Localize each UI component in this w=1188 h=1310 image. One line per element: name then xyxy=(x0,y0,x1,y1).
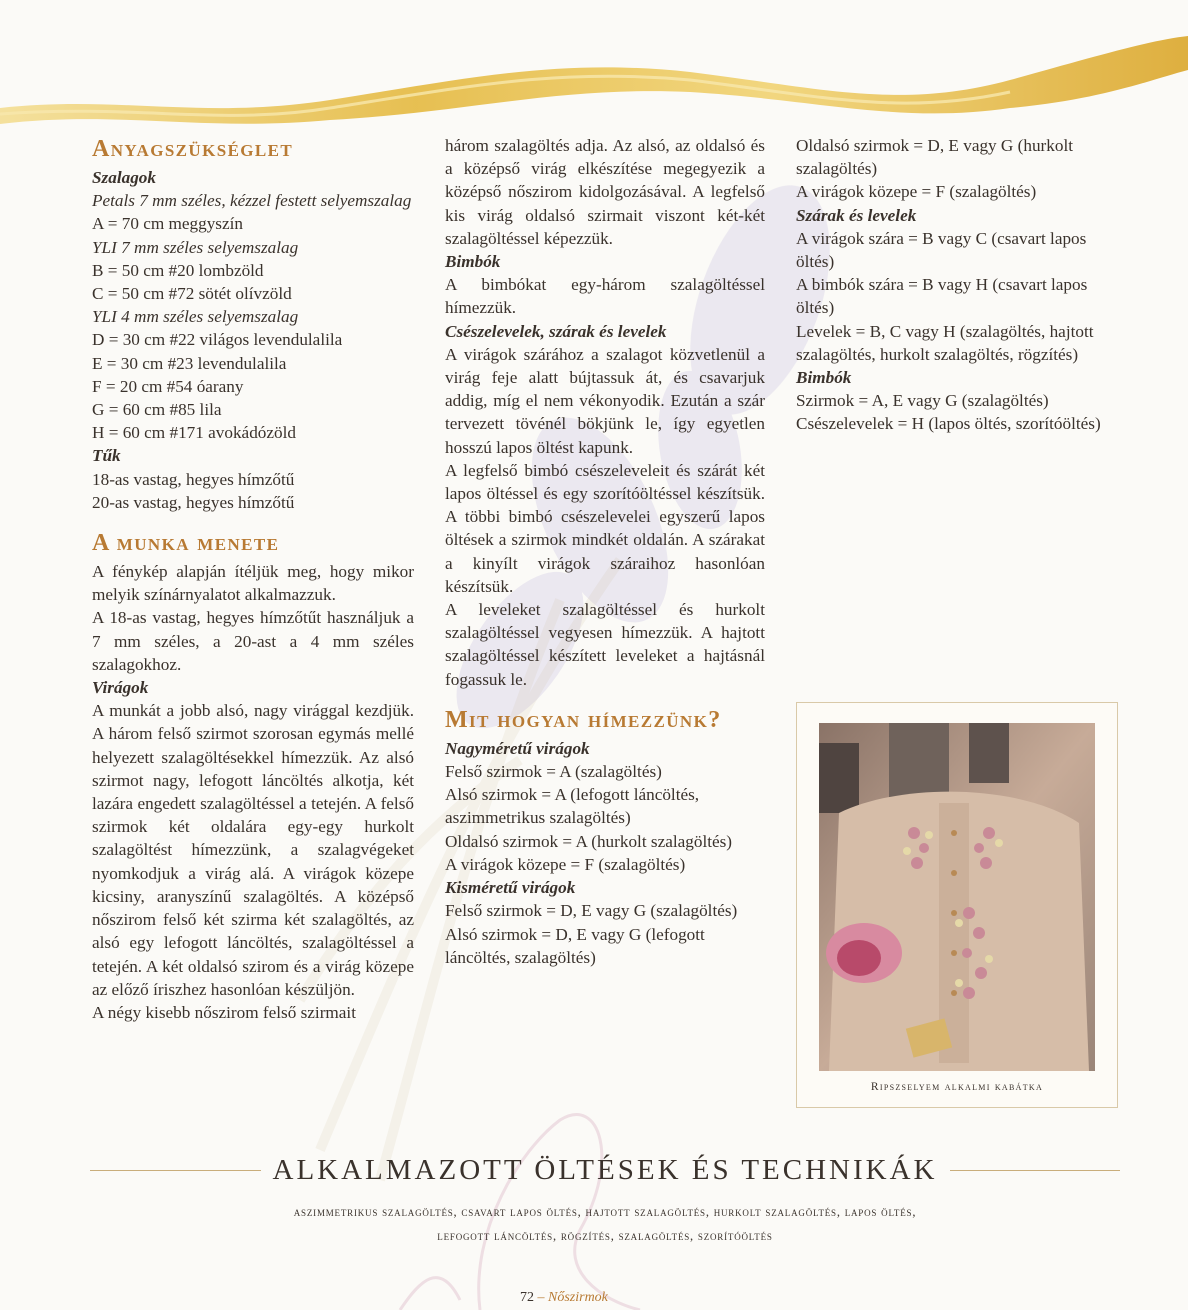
ribbons-subheading: Szalagok xyxy=(92,168,156,187)
ribbon-line: G = 60 cm #85 lila xyxy=(92,400,222,420)
what-how-heading: Mit hogyan hímezzünk? xyxy=(445,706,722,733)
techniques-list xyxy=(90,1200,1120,1248)
needles-subheading: Tűk xyxy=(92,446,121,466)
ribbon-line: B = 50 cm #20 lombzöld xyxy=(92,260,264,280)
ribbon-line: YLI 7 mm széles selyemszalag xyxy=(92,237,299,257)
techniques-title-row xyxy=(90,1150,1120,1190)
techniques-line: aszimmetrikus szalagöltés, csavart lapos öltés, hajtott szalagöltés, hurkolt szalagöltés, lapos öltés, xyxy=(293,1205,917,1219)
sepals-paragraph: A legfelső bimbó csészeleveleit és szárát két lapos öltéssel és egy szorítóöltéssel készítsük. A többi bimbó csészelevelei egyszerű lapos öltések a szirmok mindkét oldalán. A szárakat a kinyílt virágok száraihoz hasonlóan készítsük. xyxy=(445,460,765,596)
stem-item: A virágok szára = B vagy C (csavart lapos öltés) xyxy=(796,228,1087,272)
flowers-paragraph-continued: három szalagöltés adja. Az alsó, az oldalsó és a középső virág elkészítése megegyezik a középső nőszirom kidolgozásával. A legfelső kis virág oldalsó szirmait viszont két-két szalagöltéssel képezzük. xyxy=(445,136,765,248)
page-number: 72 xyxy=(520,1290,534,1305)
stem-item: A bimbók szára = B vagy H (csavart lapos öltés) xyxy=(796,275,1088,318)
sepals-paragraph: A virágok szárához a szalagot közvetlenül a virág feje alatt bújtassuk át, és csavarjuk addig, míg el nem vékonyodik. Ezután a szár tervezett tövénél bökjünk le, így egyetlen hosszú lapos öltést kapunk. xyxy=(445,344,765,457)
ribbon-line: C = 50 cm #72 sötét olívzöld xyxy=(92,284,292,304)
large-flower-item: Oldalsó szirmok = A (hurkolt szalagöltés) xyxy=(445,831,733,851)
process-intro-paragraph: A 18-as vastag, hegyes hímzőtűt használjuk a 7 mm széles, a 20-ast a 4 mm széles szalagokhoz. xyxy=(92,608,414,674)
needle-item: 20-as vastag, hegyes hímzőtű xyxy=(92,492,295,512)
large-flower-item: A virágok közepe = F (szalagöltés) xyxy=(445,854,686,874)
column-right xyxy=(796,134,1116,436)
flowers-subheading: Virágok xyxy=(92,678,149,698)
ribbon-line: A = 70 cm meggyszín xyxy=(92,214,243,234)
materials-heading: Anyagszükséglet xyxy=(92,136,294,162)
techniques-heading: ALKALMAZOTT ÖLTÉSEK ÉS TECHNIKÁK xyxy=(272,1153,938,1186)
large-flowers-subheading: Nagyméretű virágok xyxy=(445,738,590,758)
jacket-photo xyxy=(819,723,1095,1071)
column-middle xyxy=(445,134,765,969)
photo-frame xyxy=(796,702,1118,1108)
footer-separator: – xyxy=(537,1290,545,1305)
bud-item: Szirmok = A, E vagy G (szalagöltés) xyxy=(796,391,1049,411)
small-flower-item: Alsó szirmok = D, E vagy G (lefogott láncöltés, szalagöltés) xyxy=(445,924,705,967)
column-left xyxy=(92,134,414,1024)
process-heading: A munka menete xyxy=(92,530,280,557)
buds-paragraph: A bimbókat egy-három szalagöltéssel hímezzük. xyxy=(445,275,765,318)
ribbon-list xyxy=(92,189,414,444)
process-intro-paragraph: A fénykép alapján ítéljük meg, hogy mikor melyik színárnyalatot alkalmazzuk. xyxy=(92,562,414,605)
chapter-name: Nőszirmok xyxy=(548,1290,608,1305)
sepals-subheading: Csészelevelek, szárak és levelek xyxy=(445,321,667,341)
techniques-line: lefogott láncöltés, rögzítés, szalagöltés, szorítóöltés xyxy=(437,1229,773,1243)
small-flower-item: Felső szirmok = D, E vagy G (szalagöltés) xyxy=(445,901,738,921)
buds-subheading: Bimbók xyxy=(445,252,501,272)
needle-item: 18-as vastag, hegyes hímzőtű xyxy=(92,469,295,489)
small-flower-item: Oldalsó szirmok = D, E vagy G (hurkolt szalagöltés) xyxy=(796,136,1074,179)
bud-item: Csészelevelek = H (lapos öltés, szorítóöltés) xyxy=(796,414,1101,434)
flowers-paragraph-start: A négy kisebb nőszirom felső szirmait xyxy=(92,1002,356,1022)
small-flowers-subheading: Kisméretű virágok xyxy=(445,878,576,898)
ribbon-line: D = 30 cm #22 világos levendulalila xyxy=(92,330,343,350)
photo-caption: Ripszselyem alkalmi kabátka xyxy=(870,1081,1044,1093)
ribbon-line: H = 60 cm #171 avokádózöld xyxy=(92,423,296,443)
ribbon-line: E = 30 cm #23 levendulalila xyxy=(92,353,287,373)
small-flower-item: A virágok közepe = F (szalagöltés) xyxy=(796,182,1037,202)
flowers-paragraph: A munkát a jobb alsó, nagy virággal kezdjük. A három felső szirmot szorosan egymás mellé helyezett szalagöltésekkel hímezzük. Az alsó szirmot nagy, lefogott láncöltés alkotja, két lazára engedett szalagöltéssel a tetején. A felső szirmok két oldalára egy-egy hurkolt szalagöltést hímezzünk, a szalagvégeket nyomkodjuk a virág alá. A virágok közepe kicsiny, aranyszínű szalagöltés. A középső nőszirom felső két szirma két szalagöltés, az alsó egy lefogott láncöltés, szalagöltéssel a tetején. A két oldalsó szirom és a virág közepe az előző íriszhez hasonlóan készüljön. xyxy=(92,701,414,999)
large-flower-item: Alsó szirmok = A (lefogott láncöltés, aszimmetrikus szalagöltés) xyxy=(445,785,700,828)
gold-ribbon-decoration xyxy=(0,0,1188,140)
ribbon-line: YLI 4 mm széles selyemszalag xyxy=(92,307,299,327)
buds-subheading: Bimbók xyxy=(796,368,852,388)
large-flower-item: Felső szirmok = A (szalagöltés) xyxy=(445,762,662,782)
stems-subheading: Szárak és levelek xyxy=(796,205,917,225)
stem-item: Levelek = B, C vagy H (szalagöltés, hajtott szalagöltés, hurkolt szalagöltés, rögzítés) xyxy=(796,321,1094,364)
page-footer xyxy=(520,1290,720,1306)
sepals-paragraph: A leveleket szalagöltéssel és hurkolt szalagöltéssel vegyesen hímezzük. A hajtott szalagöltéssel készített leveleket a hajtásnál fogassuk le. xyxy=(445,600,765,689)
divider-left xyxy=(90,1170,261,1171)
divider-right xyxy=(950,1170,1121,1171)
ribbon-line: F = 20 cm #54 óarany xyxy=(92,376,244,396)
ribbon-line: Petals 7 mm széles, kézzel festett selyemszalag xyxy=(92,191,412,211)
